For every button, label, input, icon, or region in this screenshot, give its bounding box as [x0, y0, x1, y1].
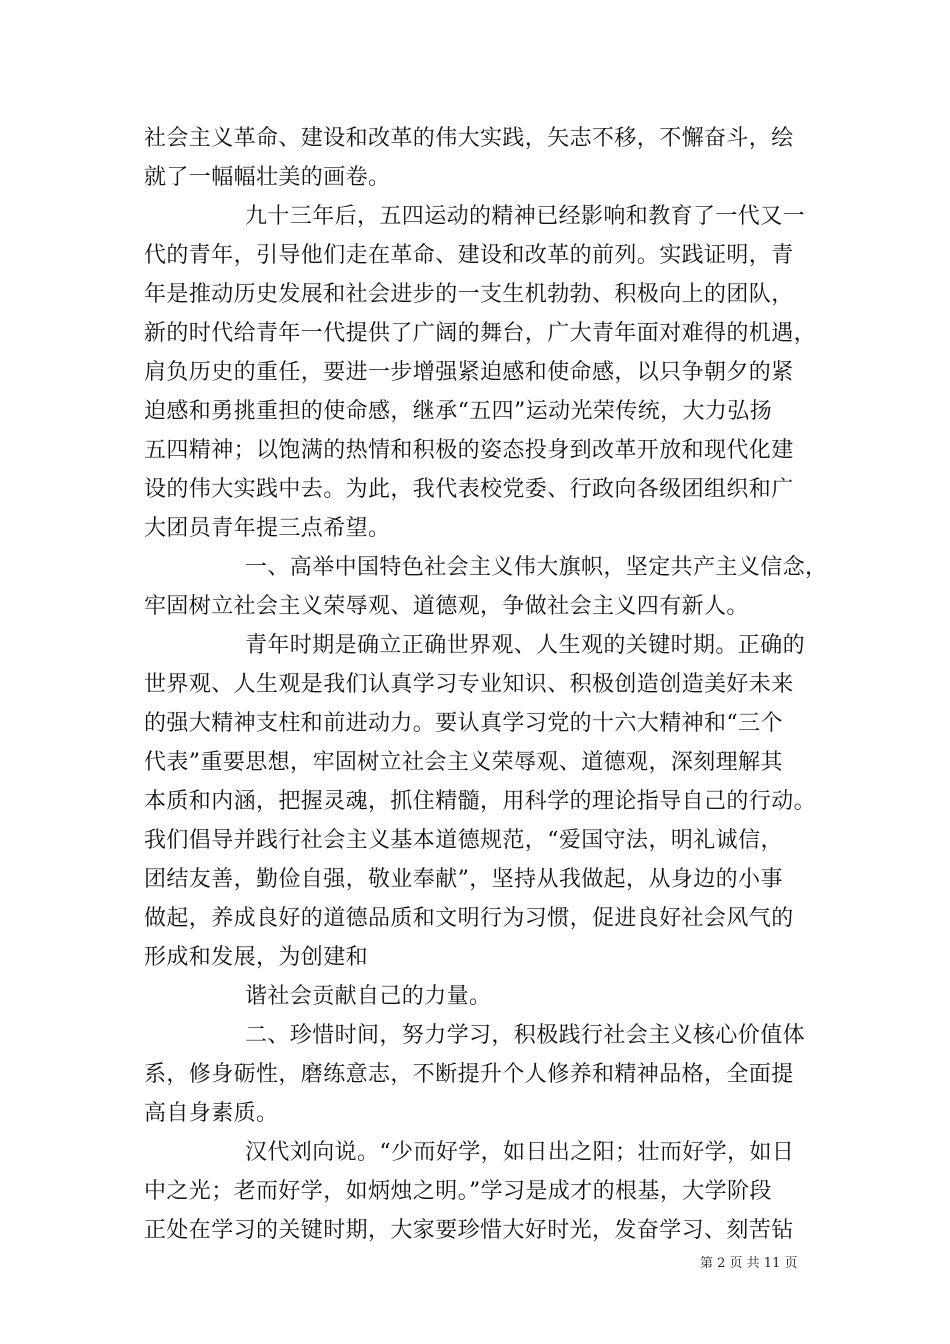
text-line: 迫感和勇挑重担的使命感，继承“五四”运动光荣传统，大力弘扬	[144, 399, 773, 424]
text-line: 世界观、人生观是我们认真学习专业知识、积极创造创造美好未来	[144, 672, 794, 697]
text-line: 中之光；老而好学，如炳烛之明。”学习是成才的根基，大学阶段	[144, 1179, 772, 1204]
page-number-footer: 第 2 页 共 11 页	[700, 1256, 798, 1271]
text-line: 设的伟大实践中去。为此，我代表校党委、行政向各级团组织和广	[144, 477, 794, 502]
paragraph-start: 谐社会贡献自己的力量。	[245, 984, 492, 1009]
text-line: 牢固树立社会主义荣辱观、道德观，争做社会主义四有新人。	[144, 594, 749, 619]
text-line: 本质和内涵，把握灵魂，抓住精髓，用科学的理论指导自己的行动。	[144, 789, 817, 814]
text-line: 年是推动历史发展和社会进步的一支生机勃勃、积极向上的团队，	[144, 282, 794, 307]
text-line: 代表”重要思想，牢固树立社会主义荣辱观、道德观，深刻理解其	[144, 750, 783, 775]
text-line: 系，修身砺性，磨练意志，不断提升个人修养和精神品格，全面提	[144, 1062, 794, 1087]
heading-one: 一、高举中国特色社会主义伟大旗帜，坚定共产主义信念，	[245, 555, 828, 580]
paragraph-start: 汉代刘向说。“少而好学，如日出之阳；壮而好学，如日	[245, 1140, 795, 1165]
paragraph-start: 青年时期是确立正确世界观、人生观的关键时期。正确的	[245, 633, 806, 658]
text-line: 高自身素质。	[144, 1101, 279, 1126]
text-line: 新的时代给青年一代提供了广阔的舞台，广大青年面对难得的机遇，	[144, 321, 817, 346]
text-line: 大团员青年提三点希望。	[144, 516, 391, 541]
text-line: 社会主义革命、建设和改革的伟大实践，矢志不移，不懈奋斗，绘	[144, 126, 794, 151]
text-line: 代的青年，引导他们走在革命、建设和改革的前列。实践证明，青	[144, 243, 794, 268]
text-line: 正处在学习的关键时期，大家要珍惜大好时光，发奋学习、刻苦钻	[144, 1218, 794, 1243]
text-line: 做起，养成良好的道德品质和文明行为习惯，促进良好社会风气的	[144, 906, 794, 931]
text-line: 肩负历史的重任，要进一步增强紧迫感和使命感，以只争朝夕的紧	[144, 360, 794, 385]
text-line: 的强大精神支柱和前进动力。要认真学习党的十六大精神和“三个	[144, 711, 783, 736]
text-line: 五四精神；以饱满的热情和积极的姿态投身到改革开放和现代化建	[144, 438, 794, 463]
text-line: 形成和发展，为创建和	[144, 945, 369, 970]
text-line: 就了一幅幅壮美的画卷。	[144, 165, 391, 190]
text-line: 团结友善，勤俭自强，敬业奉献”，坚持从我做起，从身边的小事	[144, 867, 783, 892]
text-line: 我们倡导并践行社会主义基本道德规范，“爱国守法，明礼诚信，	[144, 828, 783, 853]
paragraph-start: 九十三年后，五四运动的精神已经影响和教育了一代又一	[245, 204, 806, 229]
heading-two: 二、珍惜时间，努力学习，积极践行社会主义核心价值体	[245, 1023, 806, 1048]
